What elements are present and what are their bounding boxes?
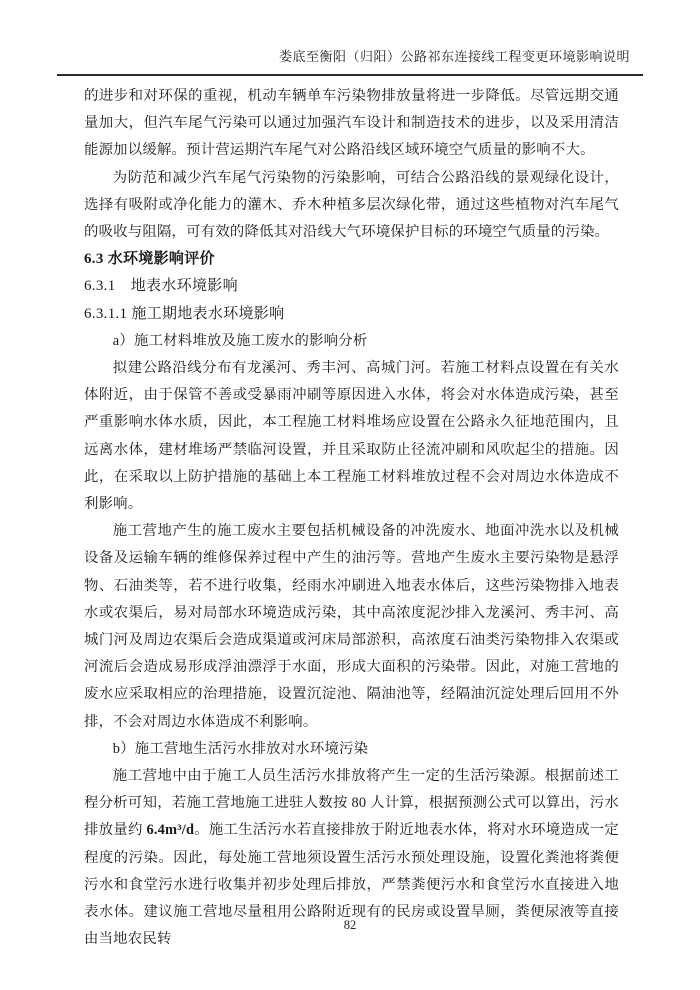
heading-6-3-water-environment: 6.3 水环境影响评价: [84, 251, 215, 268]
page-number: 82: [343, 918, 357, 932]
sewage-volume-value: 6.4m³/d: [146, 822, 195, 839]
header-divider-rule: [57, 74, 643, 76]
paragraph-vehicle-emission-trend: 的进步和对环保的重视，机动车辆单车污染物排放量将进一步降低。尽管远期交通量加大，但汽车尾气污染可以通过加强汽车设计和制造技术的进步，以及采用清洁能源加以缓解。预计营运期汽车尾气对公路沿线区域环境空气质量的影响不大。: [84, 88, 619, 159]
page-footer: [0, 918, 700, 933]
running-header-title: 娄底至衡阳（归阳）公路祁东连接线工程变更环境影响说明: [278, 49, 630, 64]
heading-6-3-1-1-construction-period: 6.3.1.1 施工期地表水环境影响: [84, 305, 285, 322]
paragraph-greenbelt-mitigation: 为防范和减少汽车尾气污染物的污染影响，可结合公路沿线的景观绿化设计，选择有吸附或净化能力的灌木、乔木种植多层次绿化带，通过这些植物对汽车尾气的吸收与阻隔，可有效的降低其对沿线大气环境保护目标的环境空气质量的污染。: [84, 169, 619, 241]
item-b-domestic-sewage: b）施工营地生活污水排放对水环境污染: [112, 740, 369, 757]
paragraph-construction-wastewater-impact: 施工营地产生的施工废水主要包括机械设备的冲洗废水、地面冲洗水以及机械设备及运输车辆的维修保养过程中产生的油污等。营地产生废水主要污染物是悬浮物、石油类等，若不进行收集，经雨水冲刷进入地表水体后，这些污染物排入地表水或农渠后，易对局部水环境造成污染，其中高浓度泥沙排入龙溪河、秀丰河、高城门河及周边农渠后会造成渠道或河床局部淤积，高浓度石油类污染物排入农渠或河流后会造成易形成浮油漂浮于水面，形成大面积的污染带。因此，对施工营地的废水应采取相应的治理措施，设置沉淀池、隔油池等，经隔油沉淀处理后回用不外排，不会对周边水体造成不利影响。: [84, 523, 619, 730]
heading-6-3-1-surface-water: 6.3.1 地表水环境影响: [84, 278, 238, 295]
paragraph-text-segment: 。施工生活污水若直接排放于附近地表水体，将对水环境造成一定程度的污染。因此，每处施工营地须设置生活污水预处理设施，设置化粪池将粪便污水和食堂污水进行收集并初步处理后排放，严禁粪便污水和食堂污水直接进入地表水体。建议施工营地尽量租用公路附近现有的民房或设置旱厕，粪便尿液等直接由当地农民转: [84, 822, 619, 948]
document-body: [84, 83, 619, 954]
paragraph-material-stockpile-impact: 拟建公路沿线分布有龙溪河、秀丰河、高城门河。若施工材料点设置在有关水体附近，由于保管不善或受暴雨冲刷等原因进入水体，将会对水体造成污染，甚至严重影响水体水质，因此，本工程施工材料堆场应设置在公路永久征地范围内，且远离水体，建材堆场严禁临河设置，并且采取防止径流冲刷和风吹起尘的措施。因此，在采取以上防护措施的基础上本工程施工材料堆放过程不会对周边水体造成不利影响。: [84, 360, 619, 513]
item-a-material-wastewater-analysis: a）施工材料堆放及施工废水的影响分析: [112, 332, 368, 349]
paragraph-text-segment: 施工营地中由于施工人员生活污水排放将产生一定的生活污染源。根据前述工程分析可知，若施工营地施工进驻人数按 80 人计算，根据预测公式可以算出，污水排放量约: [84, 768, 619, 839]
